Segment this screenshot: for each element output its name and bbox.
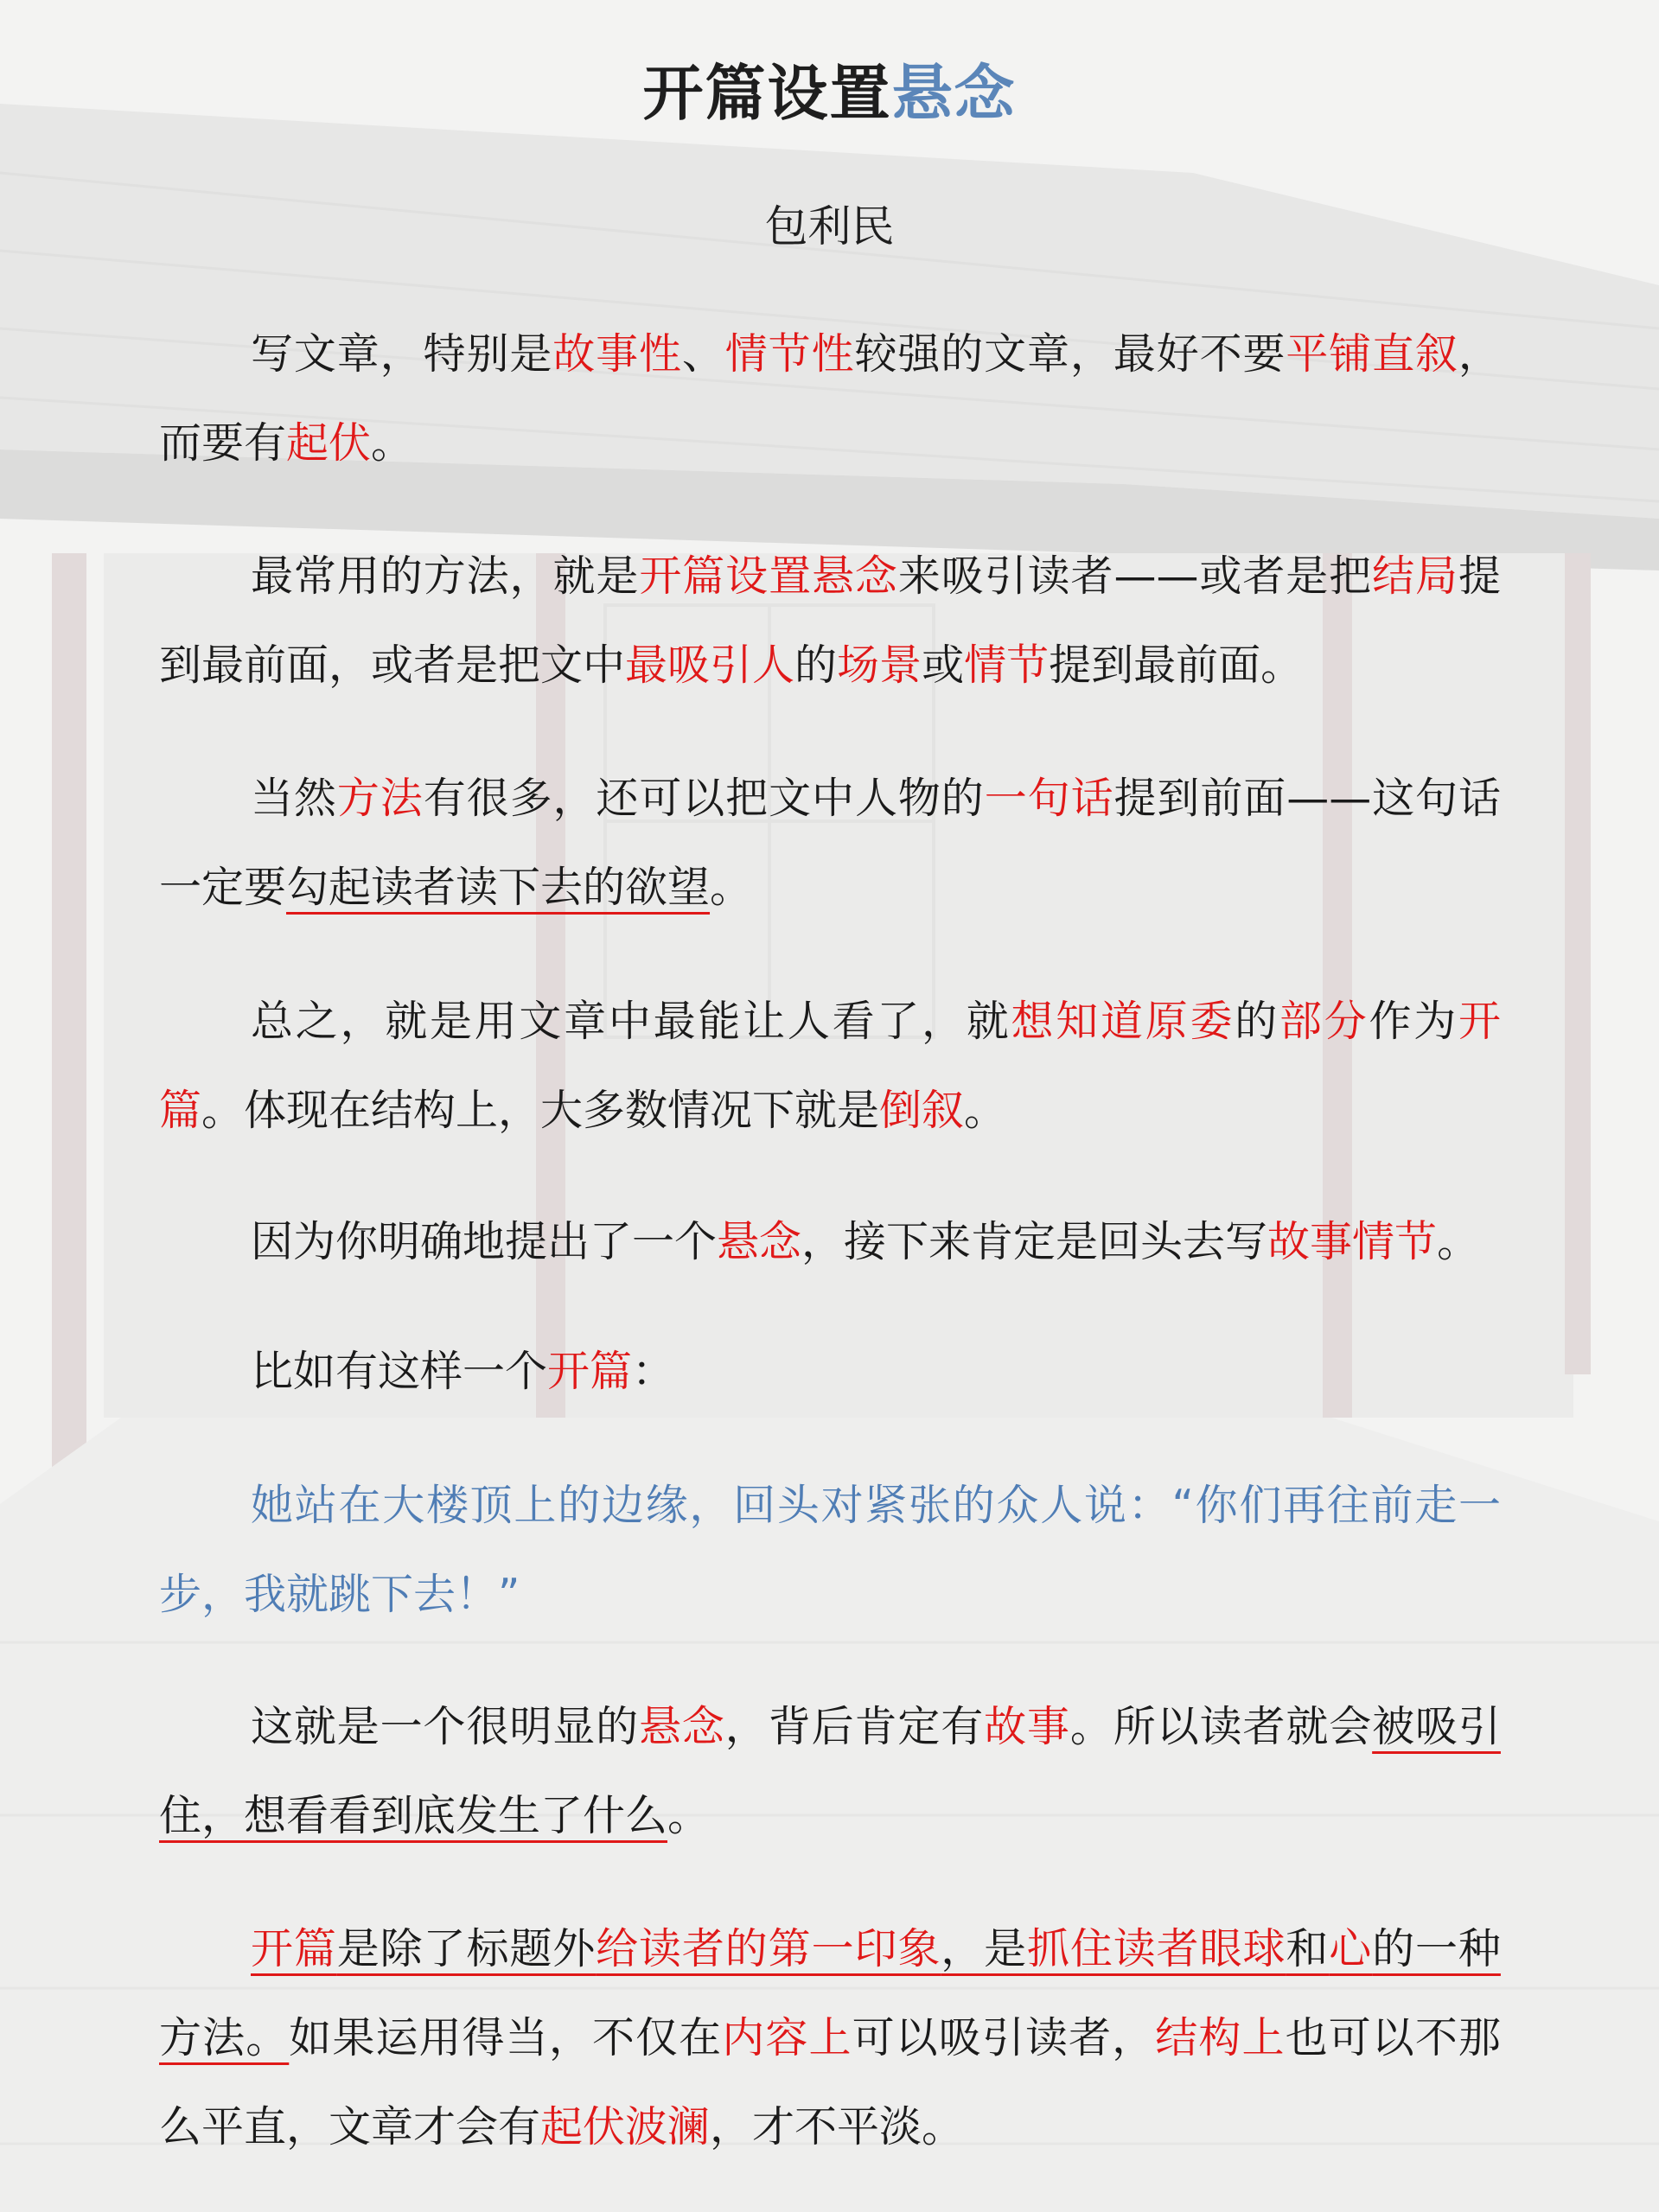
paragraph-9 xyxy=(159,1904,1501,2171)
highlighted-text: 开篇 xyxy=(547,1347,633,1396)
paragraph-4 xyxy=(159,977,1501,1155)
highlighted-underlined-text: 给读者的第一印象 xyxy=(596,1924,941,1973)
text-run: 当然 xyxy=(251,774,337,823)
paragraph-8 xyxy=(159,1682,1501,1860)
text-run: 较强的文章，最好不要 xyxy=(854,329,1286,379)
text-run: 。 xyxy=(667,1791,711,1840)
text-run: 。 xyxy=(1437,1217,1480,1266)
highlighted-text: 悬念 xyxy=(639,1702,725,1751)
highlighted-underlined-text: 开篇 xyxy=(251,1924,337,1973)
text-run: 提到最前面。 xyxy=(1049,641,1304,690)
text-run: 、 xyxy=(681,329,725,379)
highlighted-text: 内容上 xyxy=(722,2013,852,2062)
text-run: 写文章，特别是 xyxy=(251,329,553,379)
paragraph-5 xyxy=(159,1197,1501,1286)
text-run: 。 xyxy=(371,418,414,468)
text-run: 比如有这样一个 xyxy=(251,1347,548,1396)
highlighted-text: 起伏 xyxy=(286,418,372,468)
text-run: 。 xyxy=(964,1086,1007,1135)
highlighted-text: 情节 xyxy=(964,641,1050,690)
highlighted-text: 方法 xyxy=(336,774,424,823)
text-run: 总之，就是用文章中最能让人看了，就 xyxy=(251,997,1011,1046)
paragraph-6 xyxy=(159,1327,1501,1416)
text-run: ，而要有 xyxy=(159,329,1501,468)
text-run: ： xyxy=(632,1347,675,1396)
text-run: 来吸引读者——或者是把 xyxy=(897,551,1373,601)
text-run: ，才不平淡。 xyxy=(710,2102,965,2151)
paragraph-3 xyxy=(159,754,1501,932)
highlighted-text: 开篇 xyxy=(159,997,1501,1135)
underlined-text: 勾起读者读下去的欲望 xyxy=(286,863,711,912)
underlined-text: ，是 xyxy=(941,1924,1028,1973)
text-run: 作为 xyxy=(1369,997,1458,1046)
highlighted-underlined-text: 抓住读者眼球 xyxy=(1027,1924,1286,1973)
text-run: 因为你明确地提出了一个 xyxy=(251,1217,718,1266)
text-run: ，接下来肯定是回头去写 xyxy=(801,1217,1268,1266)
text-run: 。 xyxy=(710,863,753,912)
text-run: 有很多，还可以把文中人物的 xyxy=(423,774,985,823)
highlighted-text: 结构上 xyxy=(1155,2013,1286,2062)
highlighted-text: 悬念 xyxy=(717,1217,802,1266)
text-run: 或 xyxy=(922,641,965,690)
highlighted-text: 一句话 xyxy=(984,774,1114,823)
highlighted-text: 情节性 xyxy=(724,329,855,379)
text-run: 也可以不那么平直，文章才会有 xyxy=(159,2013,1501,2151)
text-run: 这就是一个很明显的 xyxy=(251,1702,640,1751)
highlighted-text: 想知道原委 xyxy=(1011,997,1235,1046)
highlighted-text: 场景 xyxy=(837,641,922,690)
text-run: 她站在大楼顶上的边缘，回头对紧张的众人说：“你们再往前走一步，我就跳下去！” xyxy=(159,1481,1501,1619)
text-run: 最常用的方法，就是 xyxy=(251,551,640,601)
highlighted-underlined-text: 心 xyxy=(1329,1924,1373,1973)
highlighted-text: 故事性 xyxy=(552,329,682,379)
text-run: 。体现在结构上，大多数情况下就是 xyxy=(201,1086,880,1135)
quote-paragraph xyxy=(159,1461,1501,1639)
underlined-text: 被吸引住，想看看到底发生了什么 xyxy=(159,1702,1501,1840)
highlighted-text: 结局 xyxy=(1372,551,1458,601)
title-main: 开篇设置 xyxy=(642,58,892,129)
paragraph-2 xyxy=(159,532,1501,710)
underlined-text: 是除了标题外 xyxy=(336,1924,597,1973)
text-run: 的 xyxy=(1235,997,1279,1046)
highlighted-text: 故事情节 xyxy=(1267,1217,1438,1266)
author-name: 包利民 xyxy=(764,201,895,252)
text-run: 提到最前面，或者是把文中 xyxy=(159,551,1501,690)
text-run: 。所以读者就会 xyxy=(1069,1702,1373,1751)
underlined-text: 的一种方法。 xyxy=(159,1924,1501,2062)
highlighted-text: 倒叙 xyxy=(879,1086,965,1135)
paragraph-1 xyxy=(159,309,1501,488)
highlighted-text: 部分 xyxy=(1279,997,1369,1046)
highlighted-text: 起伏波澜 xyxy=(540,2102,711,2151)
highlighted-text: 故事 xyxy=(984,1702,1070,1751)
highlighted-text: 最吸引人 xyxy=(625,641,795,690)
underlined-text: 和 xyxy=(1286,1924,1330,1973)
title-accent: 悬念 xyxy=(891,58,1017,129)
page-title xyxy=(0,45,1659,132)
text-run: 提到前面——这句话一定要 xyxy=(159,774,1501,912)
text-run: 的 xyxy=(794,641,838,690)
text-run: 如果运用得当，不仅在 xyxy=(289,2013,723,2062)
highlighted-text: 开篇设置悬念 xyxy=(639,551,898,601)
highlighted-text: 平铺直叙 xyxy=(1286,329,1458,379)
text-run: 可以吸引读者， xyxy=(852,2013,1156,2062)
text-run: ，背后肯定有 xyxy=(724,1702,985,1751)
